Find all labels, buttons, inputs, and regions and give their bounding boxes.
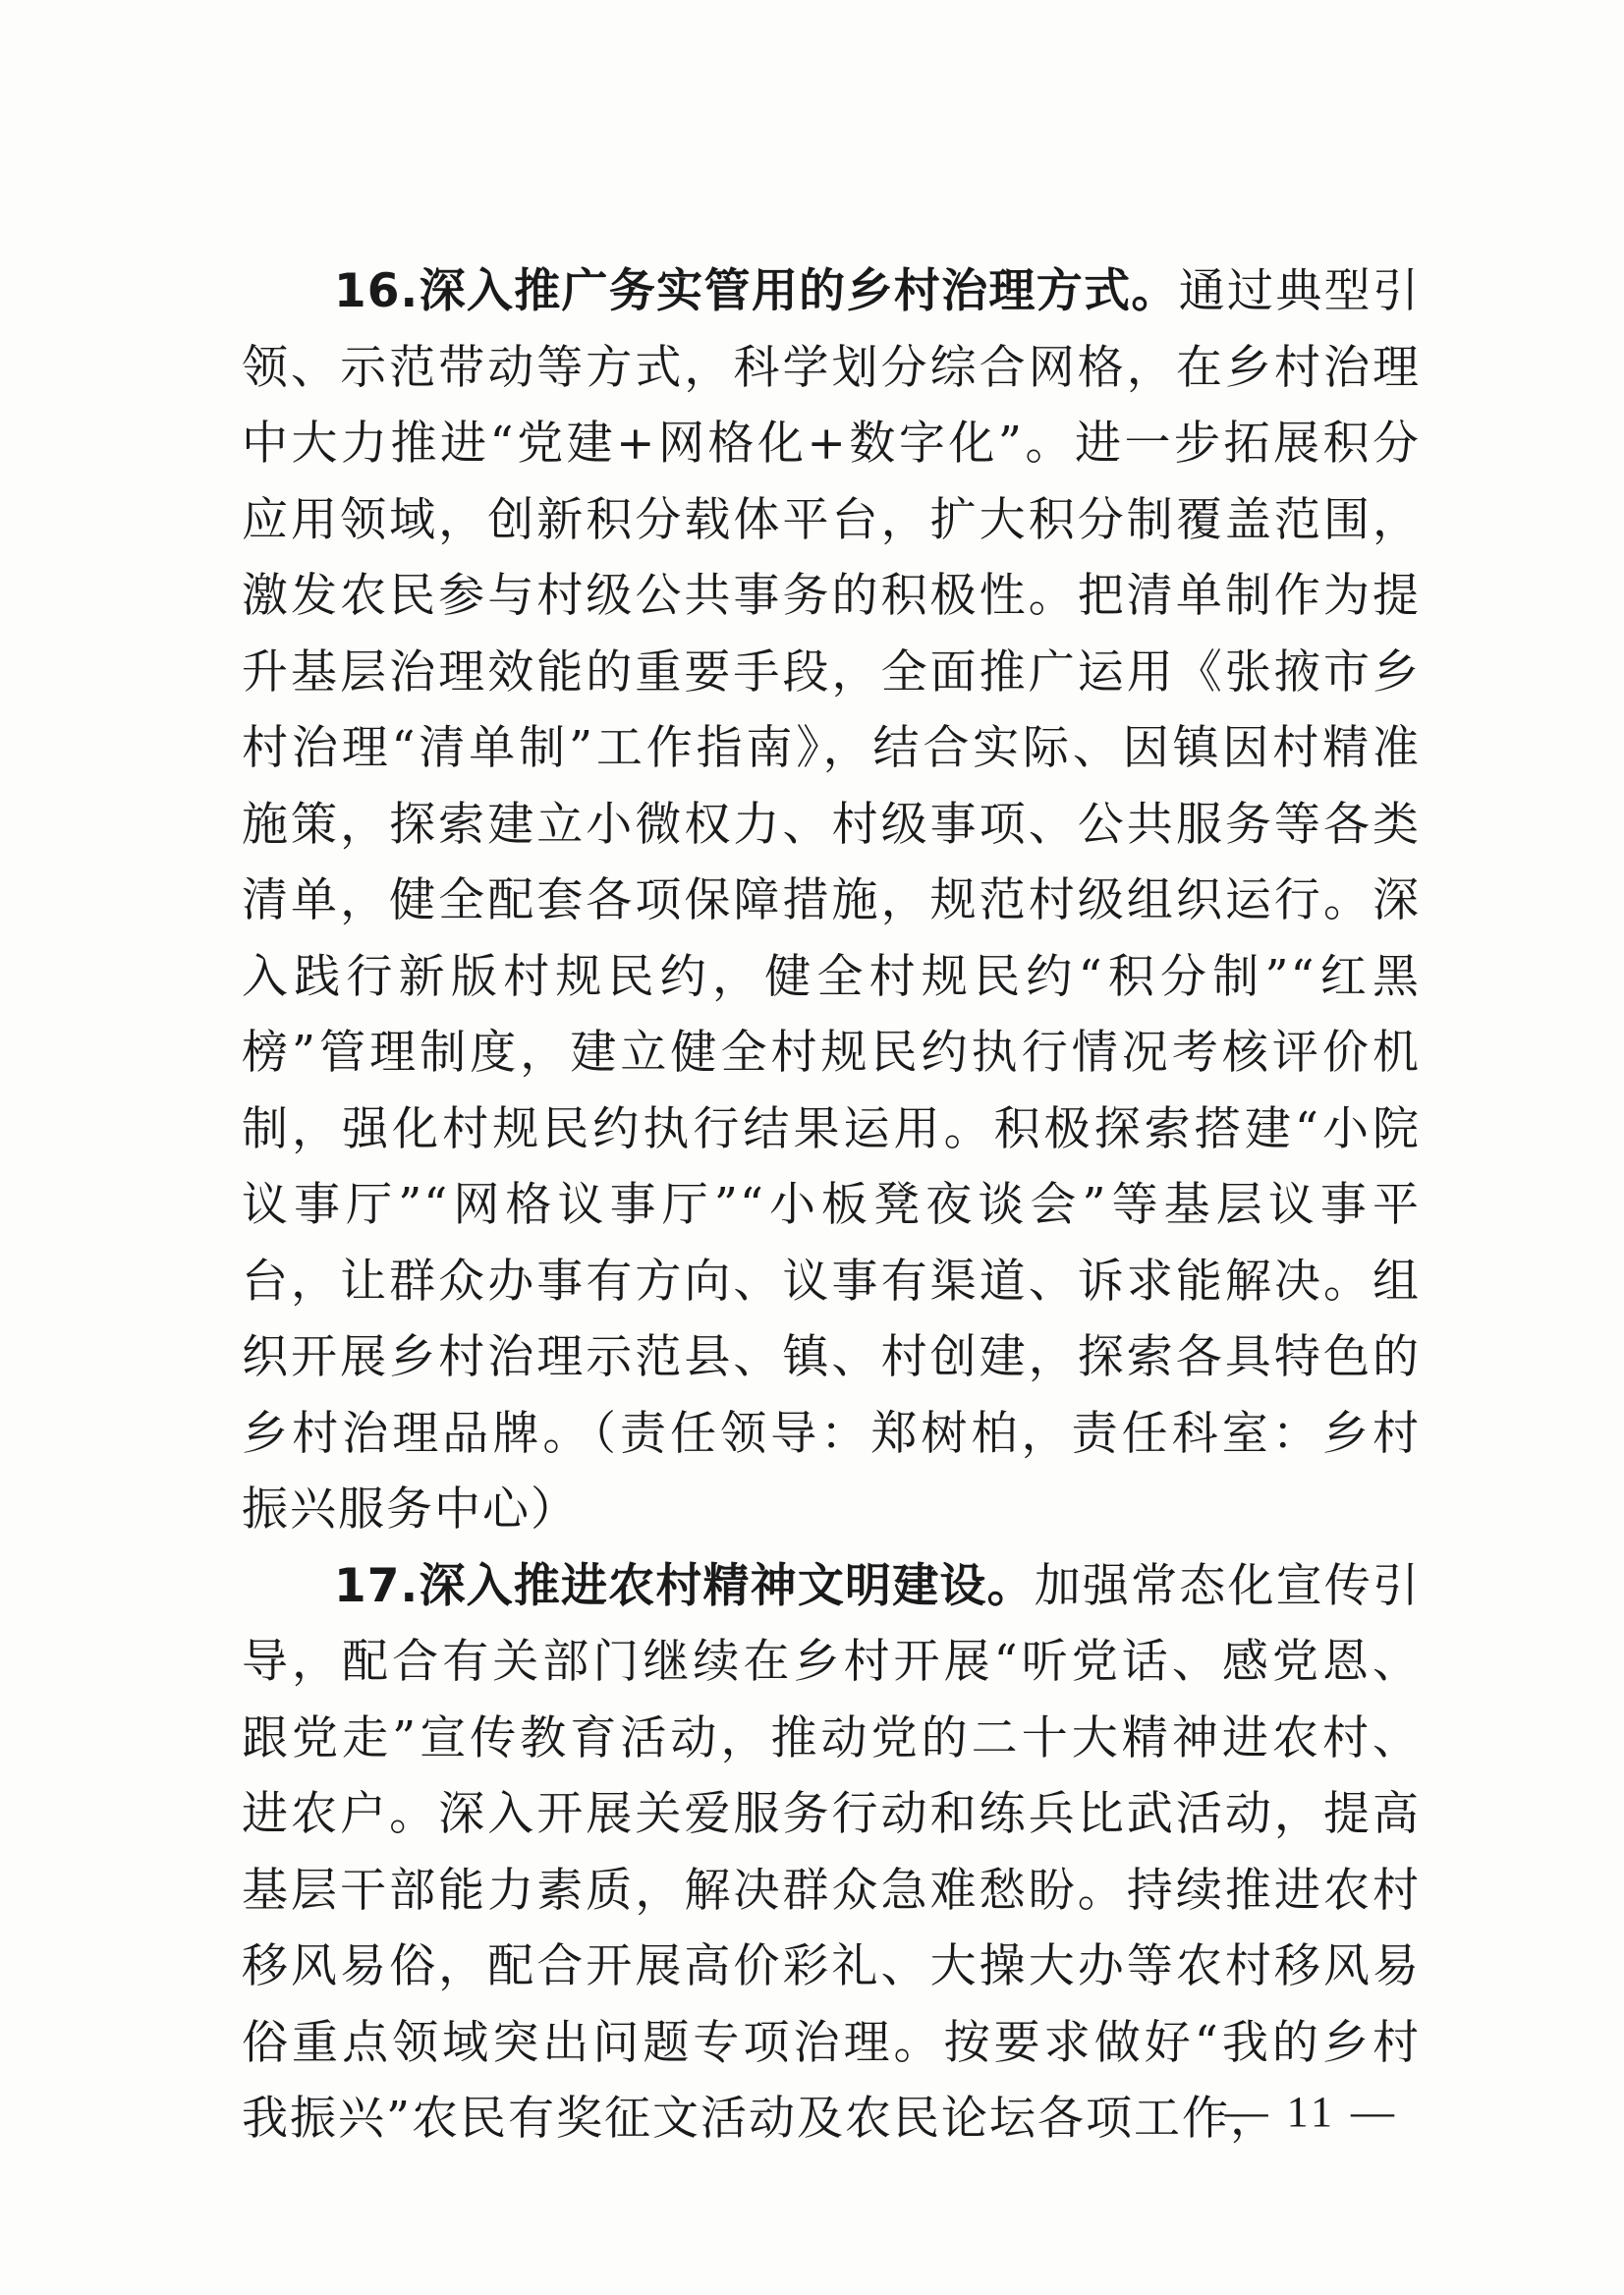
- paragraph-17-heading: 17.深入推进农村精神文明建设。: [334, 1558, 1035, 1613]
- paragraph-17: [242, 1548, 1421, 2157]
- document-body: [242, 253, 1421, 2157]
- paragraph-16-body: 通过典型引领、示范带动等方式，科学划分综合网格，在乡村治理中大力推进“党建+网格化+数字化”。进一步拓展积分应用领域，创新积分载体平台，扩大积分制覆盖范围，激发农民参与村级公共事务的积极性。把清单制作为提升基层治理效能的重要手段，全面推广运用《张掖市乡村治理“清单制”工作指南》，结合实际、因镇因村精准施策，探索建立小微权力、村级事项、公共服务等各类清单，健全配套各项保障措施，规范村级组织运行。深入践行新版村规民约，健全村规民约“积分制”“红黑榜”管理制度，建立健全村规民约执行情况考核评价机制，强化村规民约执行结果运用。积极探索搭建“小院议事厅”“网格议事厅”“小板凳夜谈会”等基层议事平台，让群众办事有方向、议事有渠道、诉求能解决。组织开展乡村治理示范县、镇、村创建，探索各具特色的乡村治理品牌。（责任领导：郑树柏，责任科室：乡村振兴服务中心）: [242, 264, 1422, 1537]
- page-number: — 11 —: [1224, 2088, 1398, 2136]
- paragraph-16-heading: 16.深入推广务实管用的乡村治理方式。: [334, 264, 1179, 318]
- paragraph-16: [242, 253, 1421, 1548]
- paragraph-17-body: 加强常态化宣传引导，配合有关部门继续在乡村开展“听党话、感党恩、跟党走”宣传教育活动，推动党的二十大精神进农村、进农户。深入开展关爱服务行动和练兵比武活动，提高基层干部能力素质，解决群众急难愁盼。持续推进农村移风易俗，配合开展高价彩礼、大操大办等农村移风易俗重点领域突出问题专项治理。按要求做好“我的乡村我振兴”农民有奖征文活动及农民论坛各项工作，: [242, 1558, 1421, 2146]
